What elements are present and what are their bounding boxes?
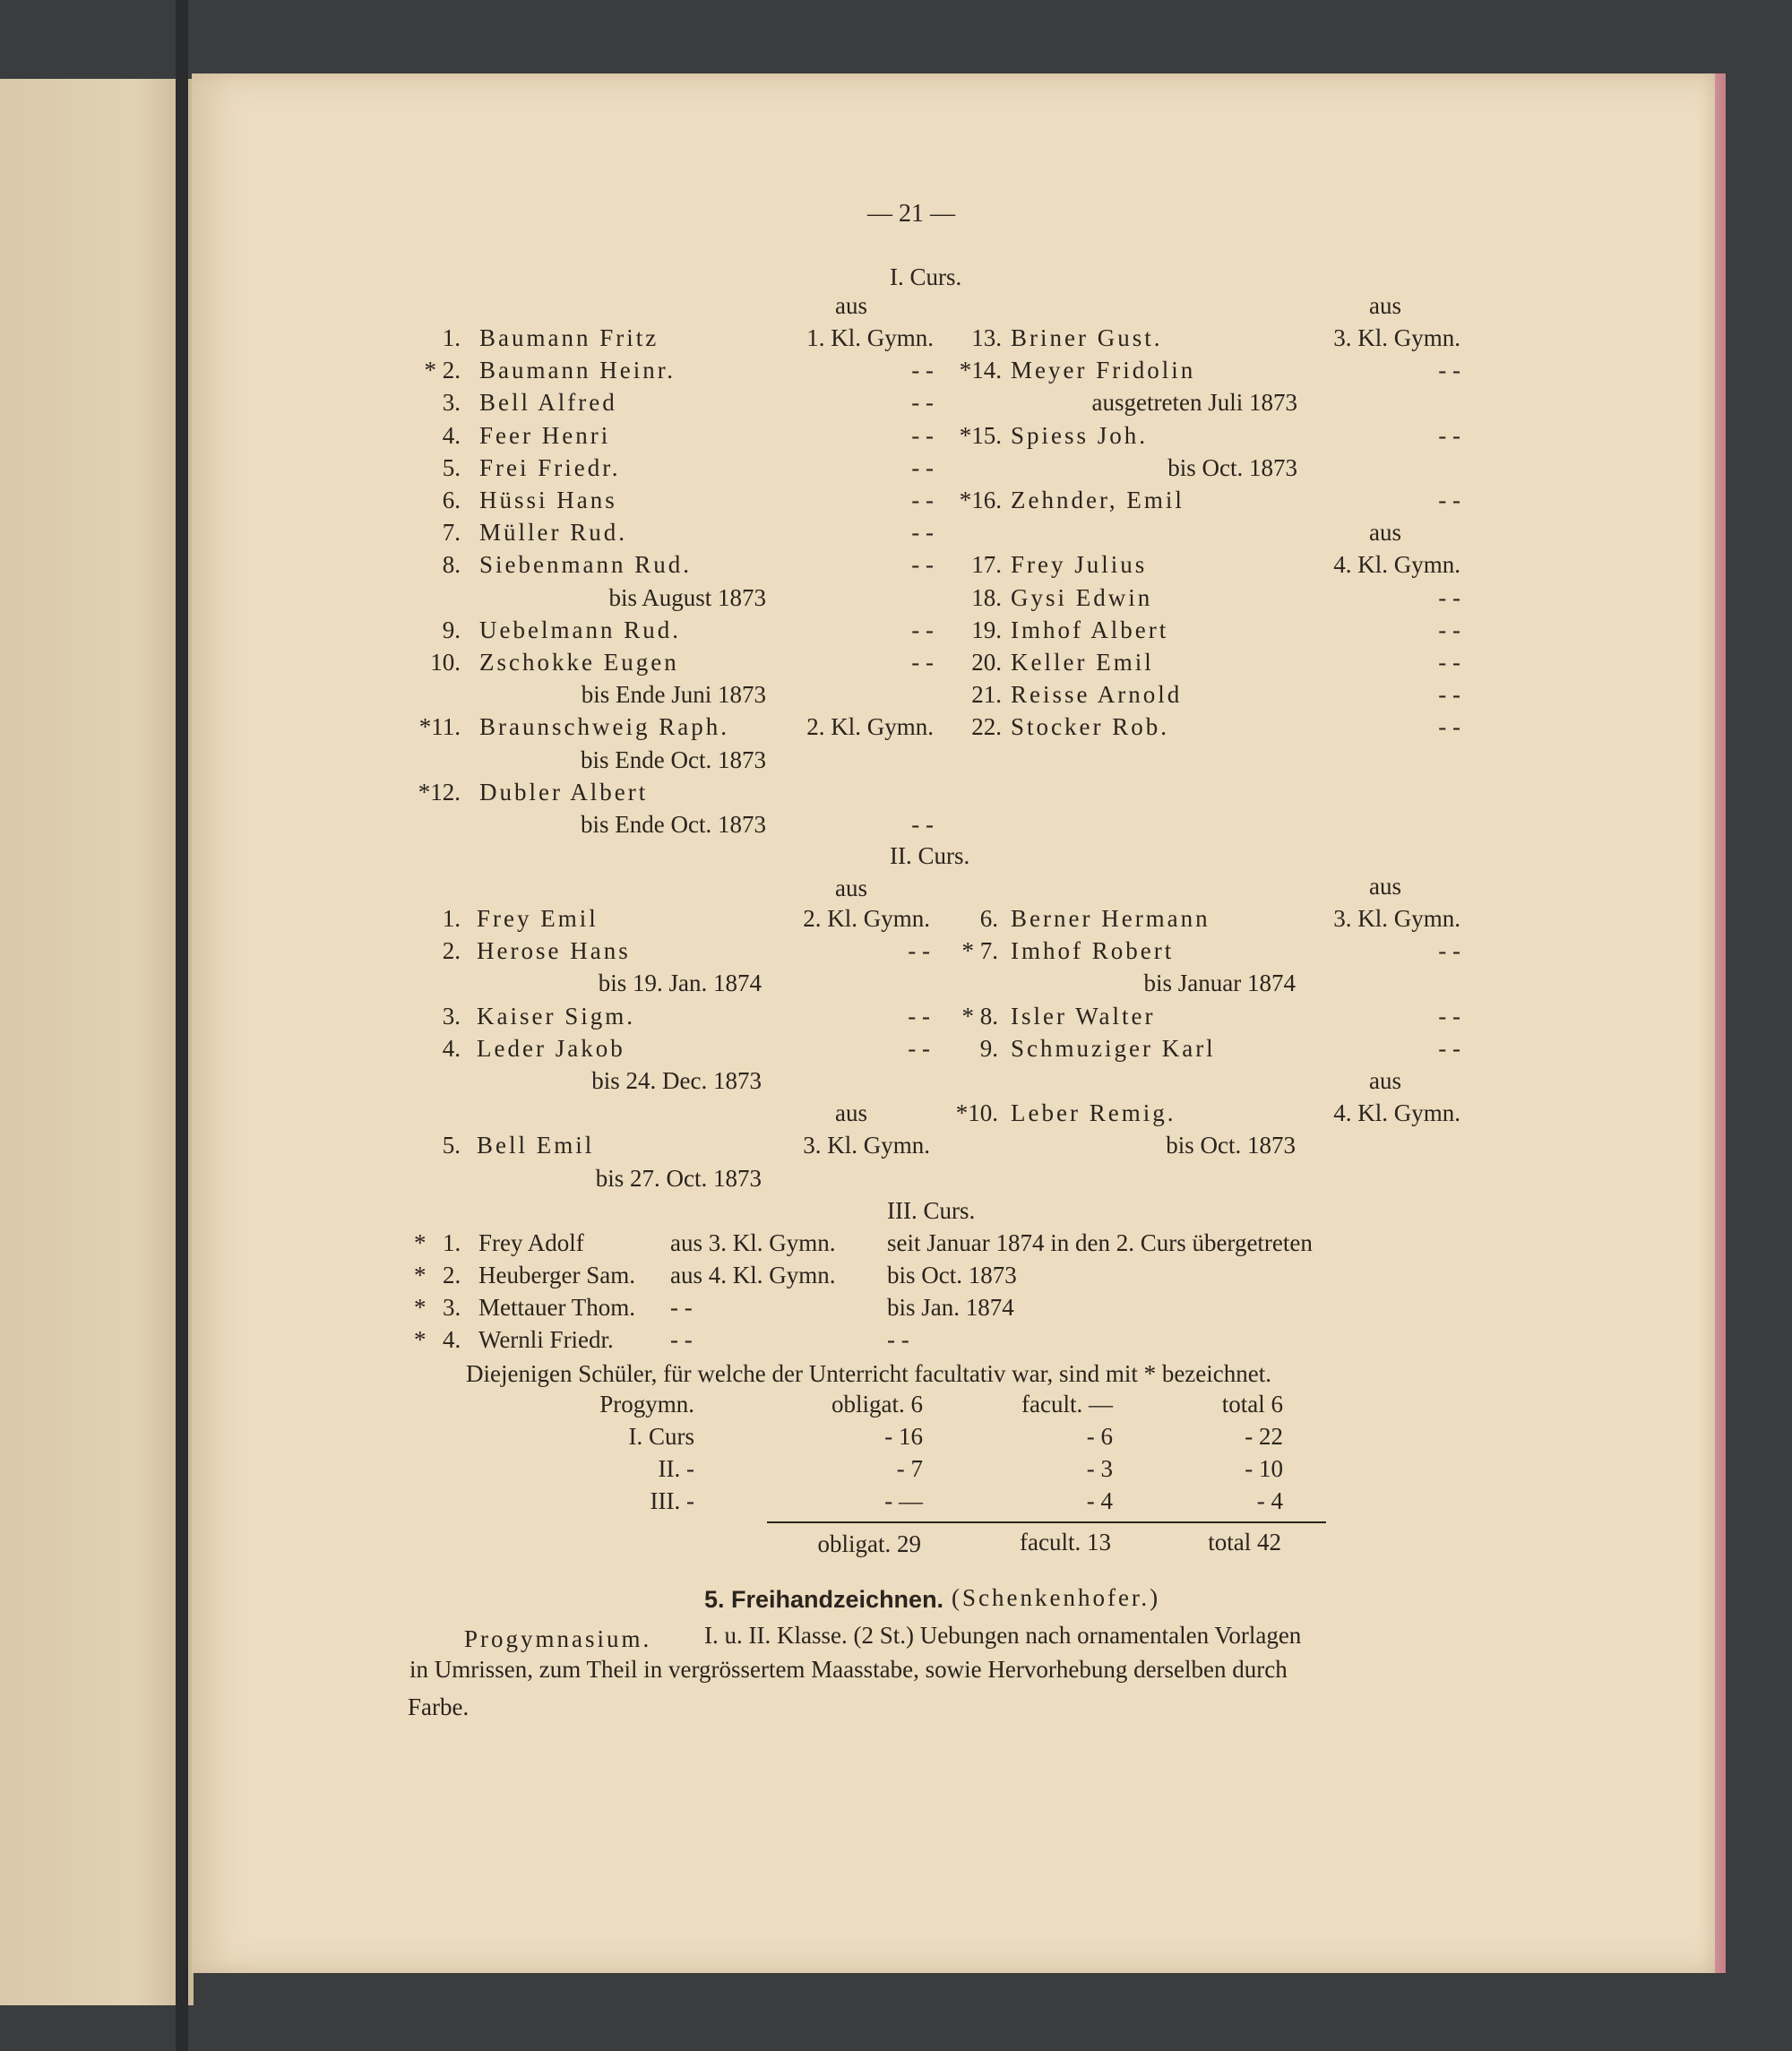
student-name: Frey Julius [1011, 551, 1148, 579]
entry-note: bis Januar 1874 [1143, 969, 1296, 997]
summary-total: - 10 [1245, 1455, 1283, 1482]
origin-class: 1. Kl. Gymn. [806, 324, 934, 351]
student-name: Meyer Fridolin [1011, 357, 1196, 384]
entry-number: 18. [971, 583, 1002, 611]
student-name: Frei Friedr. [479, 453, 621, 481]
origin-class: aus 3. Kl. Gymn. [670, 1229, 836, 1256]
student-name: Keller Emil [1011, 649, 1154, 676]
student-name: Heuberger Sam. [478, 1262, 635, 1288]
origin-class: - - [1438, 1002, 1460, 1030]
entry-number: 6. [442, 487, 461, 513]
student-name: Braunschweig Raph. [479, 713, 729, 741]
origin-class: 3. Kl. Gymn. [1333, 905, 1460, 932]
student-name: Bell Emil [477, 1132, 595, 1159]
book-page [192, 73, 1715, 1973]
entry-number: *12. [418, 778, 461, 806]
summary-facult: - 3 [1086, 1455, 1113, 1482]
student-name: Uebelmann Rud. [479, 616, 681, 643]
entry-note: bis 27. Oct. 1873 [595, 1164, 762, 1192]
student-name: Mettauer Thom. [478, 1294, 635, 1321]
student-name: Baumann Heinr. [479, 357, 676, 384]
entry-number: 21. [971, 681, 1002, 709]
curs1-aus-right: aus [1369, 292, 1401, 319]
student-name: Bell Alfred [479, 389, 617, 417]
origin-class: - - [670, 1294, 693, 1321]
student-name: Imhof Albert [1011, 616, 1169, 643]
student-name: Imhof Robert [1011, 937, 1175, 965]
origin-class: - - [911, 519, 934, 547]
origin-class: - - [1438, 583, 1460, 611]
origin-class: 2. Kl. Gymn. [803, 905, 930, 932]
origin-class: - - [1438, 357, 1460, 384]
origin-class: - - [911, 616, 934, 643]
summary-label: I. Curs [628, 1423, 694, 1450]
entry-number: 2. [443, 1262, 461, 1288]
student-name: Zehnder, Emil [1011, 487, 1185, 513]
entry-number: 22. [971, 713, 1002, 741]
entry-note: bis Ende Oct. 1873 [581, 811, 766, 838]
origin-class: - - [1438, 421, 1460, 449]
entry-number: 4. [442, 421, 461, 449]
origin-class: 2. Kl. Gymn. [806, 713, 934, 741]
student-name: Dubler Albert [479, 778, 649, 806]
origin-class: - - [1438, 649, 1460, 676]
student-name: Leder Jakob [477, 1034, 625, 1062]
entry-number: 3. [442, 1002, 461, 1030]
summary-label: III. - [650, 1487, 694, 1514]
entry-number: 9. [442, 616, 461, 643]
curs2-aus-right: aus [1369, 873, 1401, 900]
student-name: Isler Walter [1011, 1002, 1156, 1030]
student-name: Wernli Friedr. [478, 1326, 614, 1353]
entry-number: 5. [442, 453, 461, 481]
entry-note: seit Januar 1874 in den 2. Curs übergetreten [887, 1229, 1313, 1256]
origin-class: - - [911, 487, 934, 513]
student-name: Zschokke Eugen [479, 649, 679, 676]
entry-number: 1. [442, 905, 461, 932]
aus-label: aus [1369, 519, 1401, 547]
facultative-star: * [414, 1294, 426, 1321]
origin-class: - - [908, 1002, 930, 1030]
entry-note: bis Oct. 1873 [887, 1262, 1017, 1288]
origin-class: - - [911, 421, 934, 449]
summary-total: - 4 [1256, 1487, 1283, 1514]
origin-class: 4. Kl. Gymn. [1333, 551, 1460, 579]
origin-class: - - [911, 389, 934, 417]
student-name: Siebenmann Rud. [479, 551, 692, 579]
paragraph-line: Farbe. [408, 1693, 470, 1720]
student-name: Reisse Arnold [1011, 681, 1183, 709]
origin-class: - - [911, 811, 934, 838]
entry-note: bis Oct. 1873 [1167, 453, 1297, 481]
origin-class: - - [670, 1326, 693, 1353]
section-title: 5. Freihandzeichnen. [704, 1586, 944, 1613]
student-name: Feer Henri [479, 421, 611, 449]
origin-class: - - [1438, 713, 1460, 741]
origin-class: - - [1438, 937, 1460, 965]
entry-note: bis Jan. 1874 [887, 1294, 1014, 1321]
origin-class: - - [1438, 681, 1460, 709]
facultative-star: * [414, 1262, 426, 1288]
origin-class: - - [911, 453, 934, 481]
student-name: Schmuziger Karl [1011, 1034, 1216, 1062]
summary-total-obligat: obligat. 29 [817, 1530, 921, 1557]
origin-class: - - [908, 1034, 930, 1062]
curs2-heading: II. Curs. [890, 842, 970, 869]
student-name: Müller Rud. [479, 519, 627, 547]
entry-number: 20. [971, 649, 1002, 676]
origin-class: - - [911, 649, 934, 676]
entry-number: 13. [971, 324, 1002, 351]
entry-note: ausgetreten Juli 1873 [1091, 389, 1297, 417]
paragraph-lead: Progymnasium. [464, 1625, 652, 1652]
facultative-star: * [414, 1229, 426, 1256]
paragraph-line: I. u. II. Klasse. (2 St.) Uebungen nach ornamentalen Vorlagen [704, 1622, 1302, 1649]
summary-total-total: total 42 [1208, 1529, 1281, 1555]
curs3-heading: III. Curs. [887, 1197, 976, 1224]
student-name: Berner Hermann [1011, 905, 1210, 932]
student-name: Spiess Joh. [1011, 421, 1149, 449]
origin-class: aus 4. Kl. Gymn. [670, 1262, 836, 1288]
summary-facult: - 4 [1086, 1487, 1113, 1514]
student-name: Gysi Edwin [1011, 583, 1153, 611]
student-name: Leber Remig. [1011, 1099, 1176, 1127]
entry-number: 1. [443, 1229, 461, 1256]
summary-obligat: - — [884, 1487, 923, 1514]
summary-facult: facult. — [1021, 1391, 1113, 1418]
curs1-aus-left: aus [835, 292, 867, 319]
entry-note: - - [887, 1326, 909, 1353]
student-name: Stocker Rob. [1011, 713, 1169, 741]
entry-note: bis 19. Jan. 1874 [598, 969, 762, 997]
book-spine [176, 0, 188, 2051]
entry-number: 4. [443, 1326, 461, 1353]
origin-class: - - [1438, 616, 1460, 643]
summary-rule [767, 1521, 1326, 1523]
aus-label: aus [1369, 1067, 1401, 1094]
entry-number: 4. [442, 1034, 461, 1062]
entry-number: 17. [971, 551, 1002, 579]
origin-class: - - [1438, 487, 1460, 513]
entry-note: bis Ende Oct. 1873 [581, 745, 766, 773]
curs2-aus-left: aus [835, 875, 867, 901]
entry-number: *10. [955, 1099, 998, 1127]
student-name: Kaiser Sigm. [477, 1002, 635, 1030]
entry-number: 3. [443, 1294, 461, 1321]
origin-class: - - [911, 357, 934, 384]
entry-number: 10. [430, 649, 461, 676]
summary-obligat: obligat. 6 [831, 1391, 923, 1418]
section-teacher: (Schenkenhofer.) [952, 1584, 1161, 1611]
entry-number: *15. [959, 421, 1002, 449]
entry-number: 6. [979, 905, 998, 932]
facultative-star: * [414, 1326, 426, 1353]
student-name: Frey Adolf [478, 1229, 584, 1256]
entry-note: bis Oct. 1873 [1166, 1132, 1296, 1159]
page-number: — 21 — [867, 200, 955, 228]
summary-facult: - 6 [1086, 1423, 1113, 1450]
entry-number: 1. [442, 324, 461, 351]
entry-number: 19. [971, 616, 1002, 643]
student-name: Hüssi Hans [479, 487, 617, 513]
curs1-heading: I. Curs. [890, 263, 962, 290]
paragraph-line: in Umrissen, zum Theil in vergrössertem Maasstabe, sowie Hervorhebung derselben durch [409, 1656, 1288, 1683]
origin-class: 3. Kl. Gymn. [803, 1132, 930, 1159]
entry-note: bis 24. Dec. 1873 [591, 1067, 762, 1094]
entry-number: 3. [442, 389, 461, 417]
entry-number: 9. [979, 1034, 998, 1062]
student-name: Frey Emil [477, 905, 599, 932]
origin-class: - - [911, 551, 934, 579]
summary-total-facult: facult. 13 [1020, 1529, 1111, 1555]
origin-class: - - [1438, 1034, 1460, 1062]
footnote: Diejenigen Schüler, für welche der Unterricht facultativ war, sind mit * bezeichnet. [466, 1360, 1271, 1387]
origin-class: 3. Kl. Gymn. [1333, 324, 1460, 351]
origin-class: - - [908, 937, 930, 965]
entry-number: 2. [442, 937, 461, 965]
summary-total: - 22 [1245, 1423, 1283, 1450]
entry-number: *16. [959, 487, 1002, 513]
entry-number: 8. [442, 551, 461, 579]
summary-label: Progymn. [599, 1391, 694, 1418]
entry-number: 7. [442, 519, 461, 547]
entry-number: *14. [959, 357, 1002, 384]
entry-number: * 8. [961, 1002, 998, 1030]
facing-page [0, 79, 194, 2005]
student-name: Briner Gust. [1011, 324, 1163, 351]
entry-note: bis August 1873 [608, 583, 766, 611]
student-name: Herose Hans [477, 937, 631, 965]
summary-total: total 6 [1221, 1391, 1283, 1418]
entry-note: bis Ende Juni 1873 [581, 681, 766, 709]
origin-class: 4. Kl. Gymn. [1333, 1099, 1460, 1127]
entry-number: *11. [418, 713, 461, 741]
summary-obligat: - 16 [884, 1423, 923, 1450]
summary-obligat: - 7 [896, 1455, 923, 1482]
entry-number: * 7. [961, 937, 998, 965]
summary-label: II. - [658, 1455, 694, 1482]
aus-label: aus [835, 1099, 867, 1127]
student-name: Baumann Fritz [479, 324, 659, 351]
entry-number: * 2. [424, 357, 461, 384]
entry-number: 5. [442, 1132, 461, 1159]
